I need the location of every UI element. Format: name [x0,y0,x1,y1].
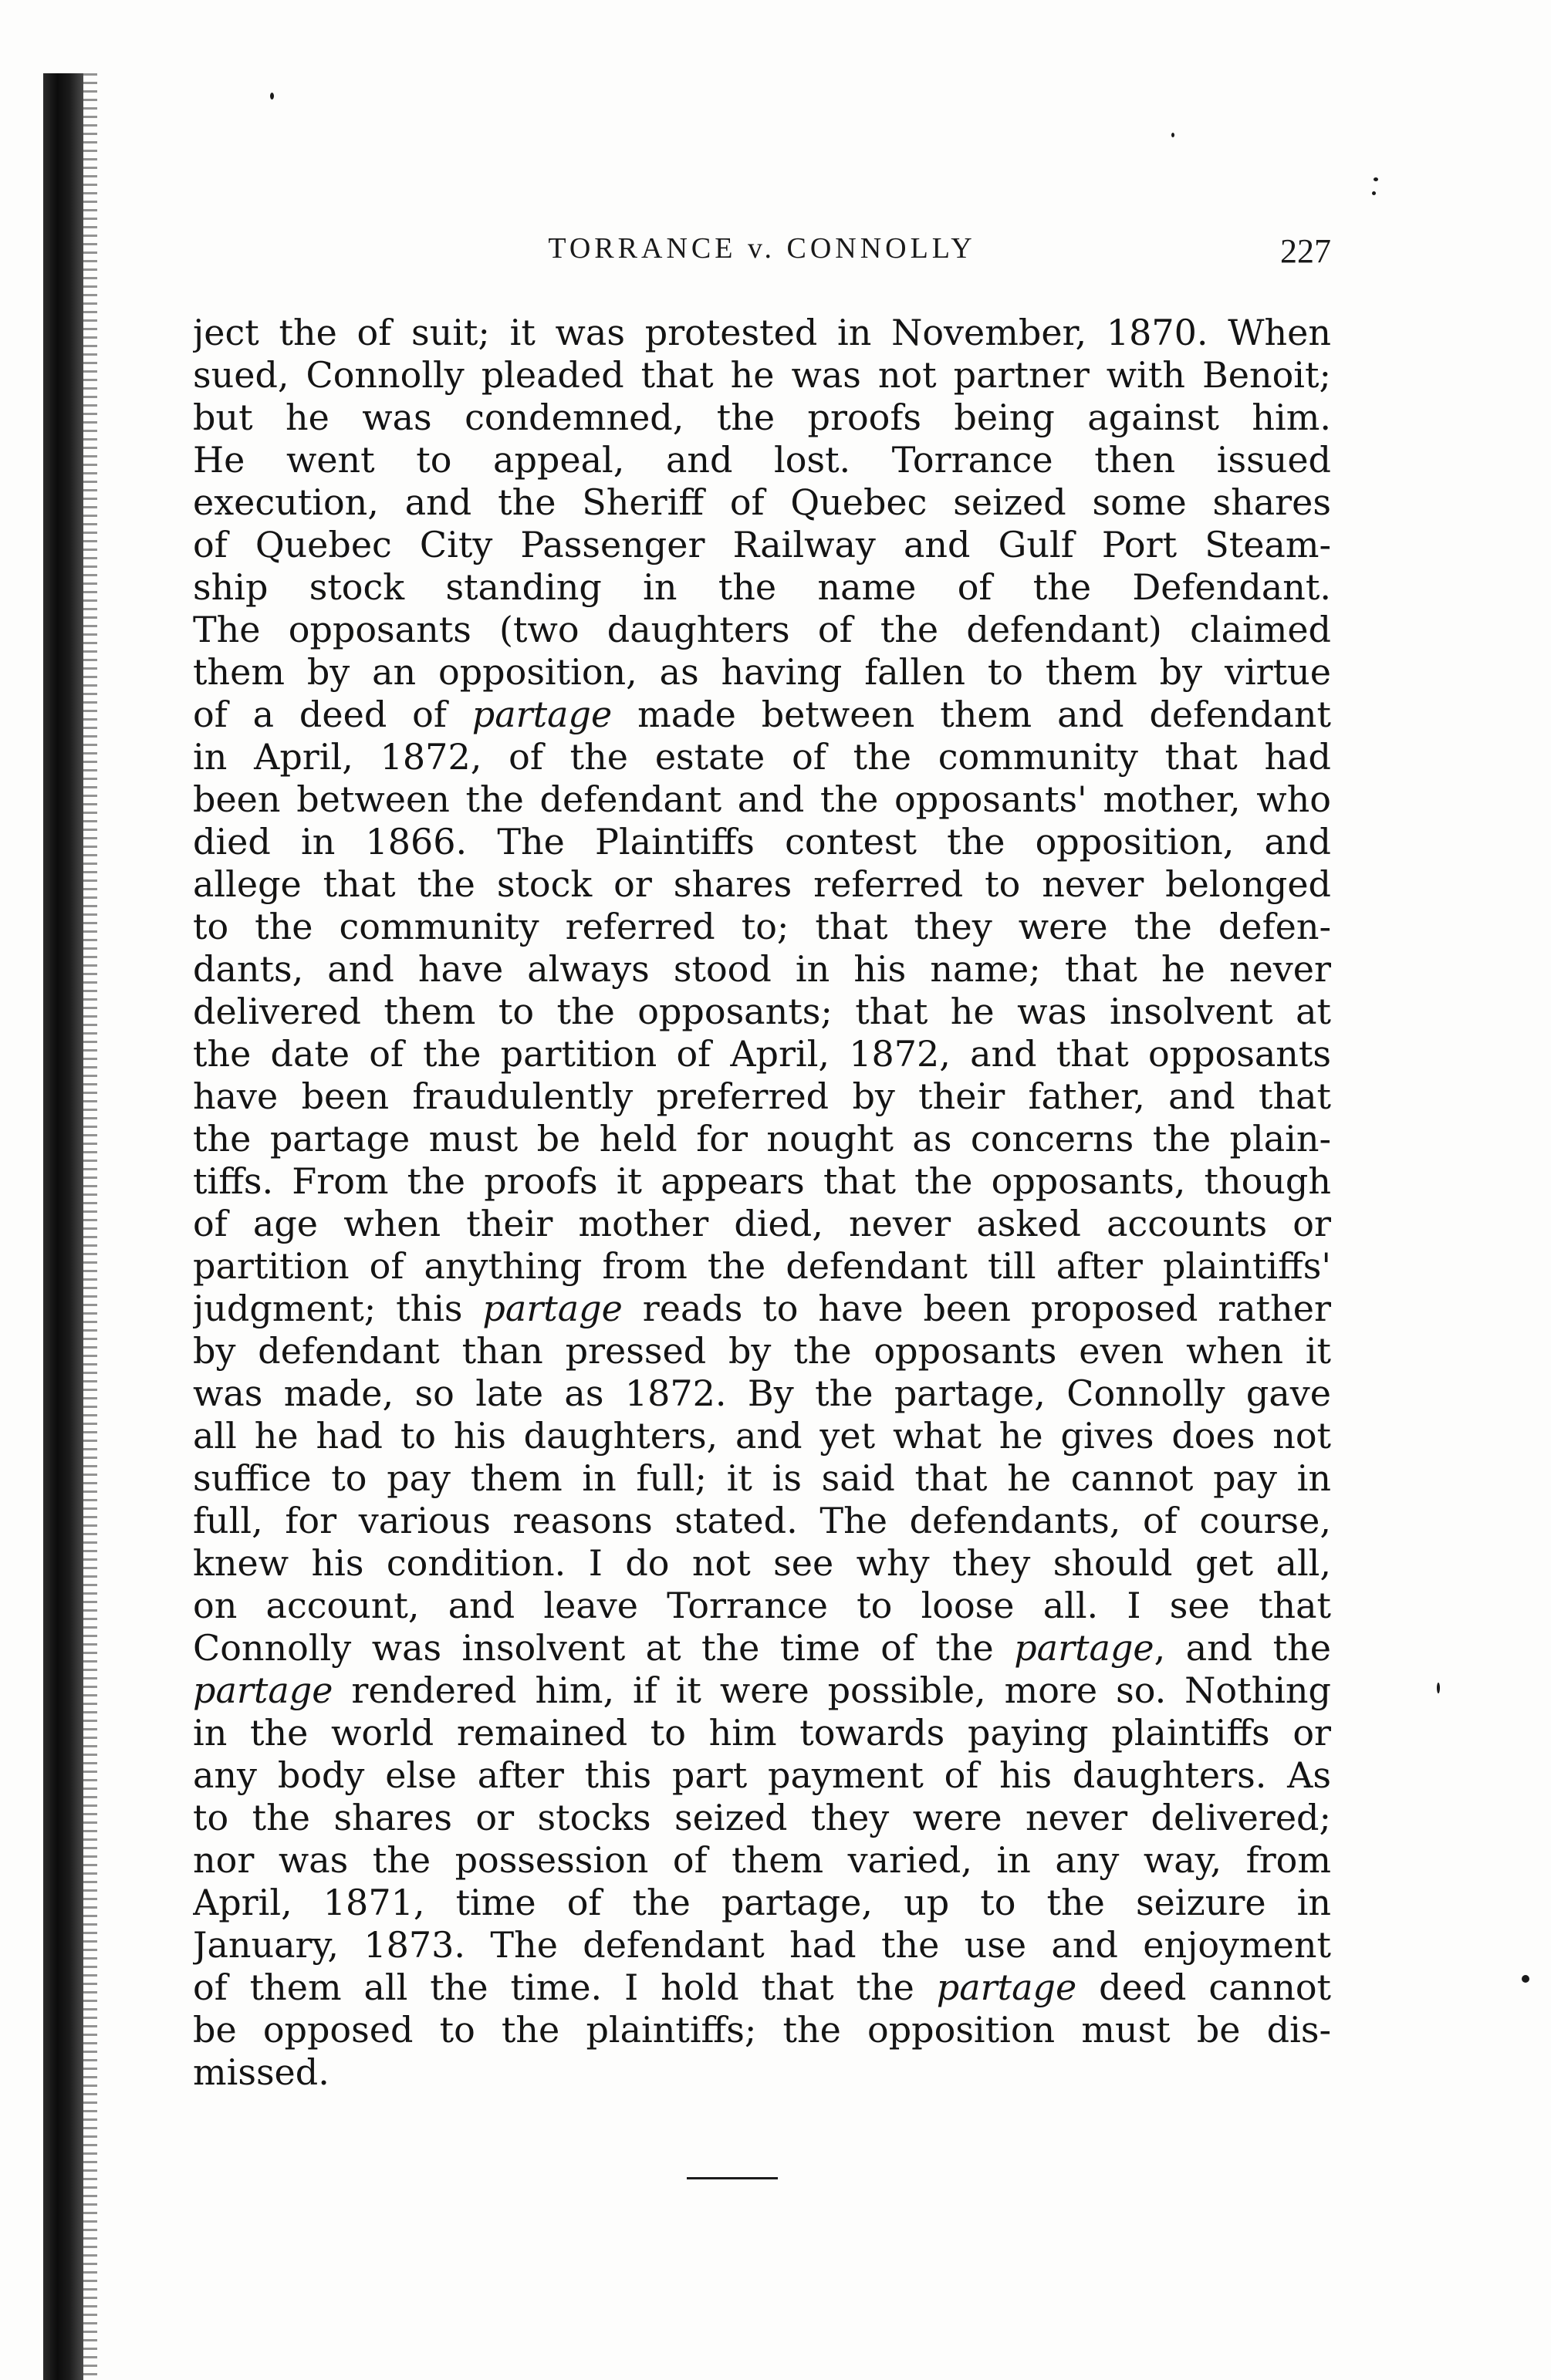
page-header [193,231,1331,285]
section-end-rule [687,2177,778,2179]
text-line: missed. [193,2051,329,2093]
text-line: on account, and leave Torrance to loose all. I see that [193,1585,1331,1626]
text-segment: deed cannot [1076,1966,1331,2008]
text-line: The opposants (two daughters of the defendant) claimed [193,609,1331,650]
text-line [193,1966,1331,2009]
text-line: nor was the possession of them varied, in any way, from [193,1839,1331,1881]
text-line: but he was condemned, the proofs being against him. [193,397,1331,438]
text-line: them by an opposition, as having fallen to them by virtue [193,651,1331,693]
italic-term: partage [471,694,613,735]
page-number: 227 [1280,232,1331,270]
text-line: died in 1866. The Plaintiffs contest the opposition, and [193,821,1331,863]
text-line [193,694,1331,736]
text-line: the date of the partition of April, 1872, and that opposants [193,1033,1331,1075]
text-segment: Connolly was insolvent at the time of the [193,1627,1015,1669]
text-line: the partage must be held for nought as concerns the plain- [193,1118,1331,1160]
italic-term: partage [936,1966,1077,2008]
text-line: to the community referred to; that they were the defen- [193,906,1331,947]
text-line: full, for various reasons stated. The defendants, of course, [193,1500,1331,1541]
text-line: have been fraudulently preferred by their father, and that [193,1075,1331,1117]
text-line: sued, Connolly pleaded that he was not partner with Benoit; [193,354,1331,396]
text-line [193,1288,1331,1330]
text-line [193,1669,1331,1712]
text-line: partition of anything from the defendant till after plaintiffs' [193,1245,1331,1287]
text-line: allege that the stock or shares referred to never belonged [193,863,1331,905]
text-segment: rendered him, if it were possible, more so. Nothing [333,1669,1331,1711]
italic-term: partage [482,1288,623,1329]
text-line: of age when their mother died, never asked accounts or [193,1203,1331,1244]
text-segment: of them all the time. I hold that the [193,1966,937,2008]
text-line: knew his condition. I do not see why they should get all, [193,1542,1331,1584]
text-segment: , and the [1154,1627,1331,1669]
text-line: execution, and the Sheriff of Quebec seized some shares [193,481,1331,523]
text-line: dants, and have always stood in his name; that he never [193,948,1331,990]
text-line: He went to appeal, and lost. Torrance then issued [193,439,1331,481]
running-title: TORRANCE v. CONNOLLY [548,232,976,265]
italic-term: partage [193,1669,333,1711]
text-line: in April, 1872, of the estate of the community that had [193,736,1331,778]
text-segment: made between them and defendant [612,694,1331,735]
text-line: suffice to pay them in full; it is said that he cannot pay in [193,1457,1331,1499]
italic-term: partage [1014,1627,1154,1669]
text-line: April, 1871, time of the partage, up to the seizure in [193,1882,1331,1923]
text-line: tiffs. From the proofs it appears that the opposants, though [193,1160,1331,1202]
text-line: ject the of suit; it was protested in November, 1870. When [193,312,1331,353]
text-line: been between the defendant and the opposants' mother, who [193,778,1331,820]
text-segment: judgment; this [193,1288,483,1329]
text-line: to the shares or stocks seized they were never delivered; [193,1797,1331,1838]
text-line: in the world remained to him towards paying plaintiffs or [193,1712,1331,1754]
text-line: all he had to his daughters, and yet what he gives does not [193,1415,1331,1457]
text-segment: of a deed of [193,694,472,735]
text-line [193,1627,1331,1669]
text-line: of Quebec City Passenger Railway and Gulf Port Steam- [193,524,1331,565]
text-line: January, 1873. The defendant had the use and enjoyment [193,1924,1331,1966]
text-line: any body else after this part payment of his daughters. As [193,1754,1331,1796]
text-segment: reads to have been proposed rather [622,1288,1331,1329]
body-paragraph [193,312,1331,2094]
text-line: delivered them to the opposants; that he was insolvent at [193,991,1331,1032]
text-line: by defendant than pressed by the opposants even when it [193,1330,1331,1372]
text-line: ship stock standing in the name of the Defendant. [193,566,1331,608]
text-line: be opposed to the plaintiffs; the opposition must be dis- [193,2009,1331,2051]
binding-edge [43,73,83,2380]
text-line: was made, so late as 1872. By the partage, Connolly gave [193,1372,1331,1414]
